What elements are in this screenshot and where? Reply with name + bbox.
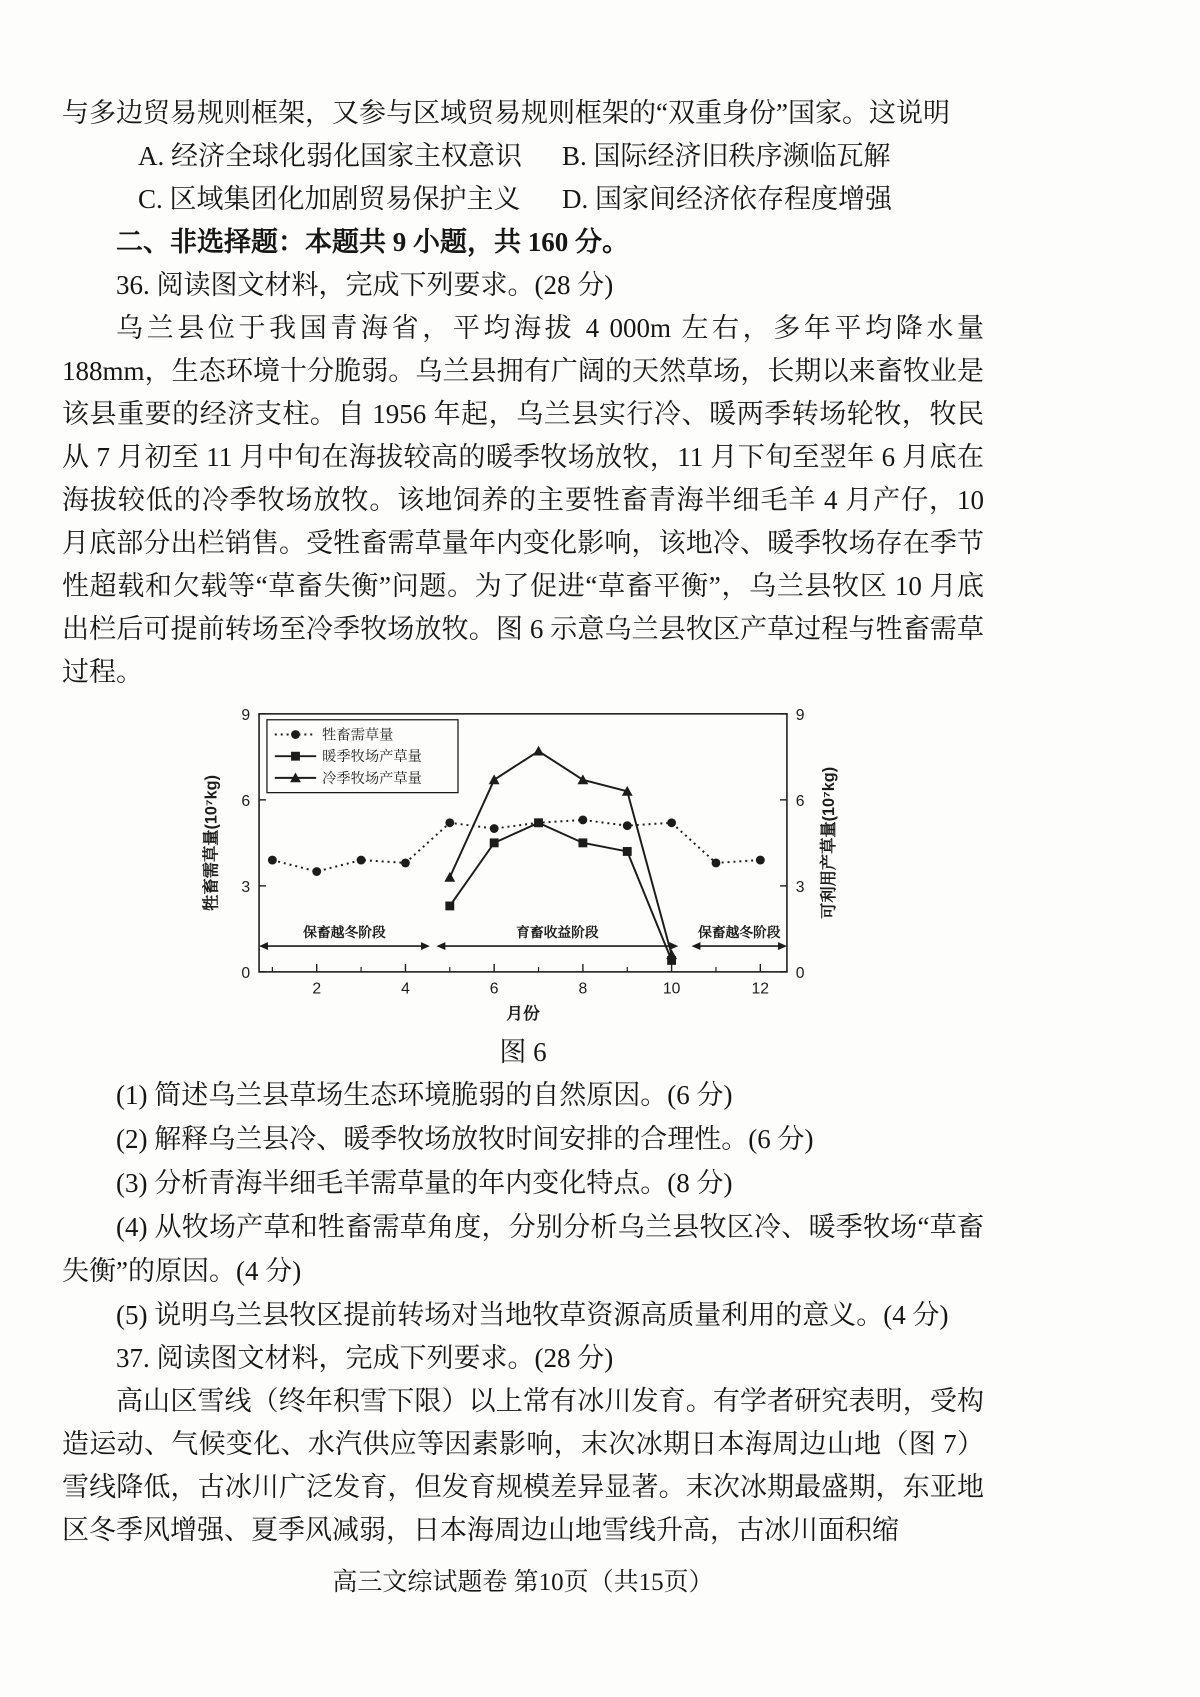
chart-axis-labels — [202, 767, 838, 1023]
subquestion-5: (5) 说明乌兰县牧区提前转场对当地牧草资源高质量利用的意义。(4 分) — [116, 1299, 949, 1330]
svg-text:保畜越冬阶段: 保畜越冬阶段 — [303, 925, 386, 941]
svg-text:9: 9 — [795, 706, 805, 724]
svg-text:冷季牧场产草量: 冷季牧场产草量 — [322, 770, 422, 787]
figure6-chart — [198, 704, 848, 1031]
question-36-passage: 乌兰县位于我国青海省，平均海拔 4 000m 左右，多年平均降水量 188mm，生态环境十分脆弱。乌兰县拥有广阔的天然草场，长期以来畜牧业是该县重要的经济支柱。自 1956 年起，乌兰县实行冷、暖两季转场轮牧，牧民从 7 月初至 11 月中旬在海拔较高的暖季牧场放牧，11 月下旬至翌年 6 月底在海拔较低的冷季牧场放牧。该地饲养的主要牲畜青海半细毛羊 4 月产仔，10 月底部分出栏销售。受牲畜需草量年内变化影响，该地冷、暖季牧场存在季节性超载和欠载等“草畜失衡”问题。为了促进“草畜平衡”，乌兰县牧区 10 月底出栏后可提前转场至冷季牧场放牧。图 6 示意乌兰县牧区产草过程与牲畜需草过程。 — [62, 313, 984, 687]
svg-text:月份: 月份 — [506, 1004, 540, 1024]
section-header: 二、非选择题：本题共 9 小题，共 160 分。 — [116, 227, 629, 257]
svg-text:0: 0 — [241, 964, 251, 982]
svg-text:0: 0 — [795, 964, 805, 982]
chart-legend — [267, 720, 458, 793]
option-a: A. 经济全球化弱化国家主权意识 — [138, 141, 522, 171]
svg-text:8: 8 — [578, 980, 588, 998]
option-b: B. 国际经济旧秩序濒临瓦解 — [562, 141, 891, 171]
svg-text:10: 10 — [662, 980, 681, 998]
question-36-title: 36. 阅读图文材料，完成下列要求。(28 分) — [116, 270, 614, 300]
svg-text:6: 6 — [795, 792, 805, 810]
svg-text:3: 3 — [795, 878, 805, 896]
svg-text:12: 12 — [751, 980, 770, 998]
subquestion-4: (4) 从牧场产草和牲畜需草角度，分别分析乌兰县牧区冷、暖季牧场“草畜失衡”的原因。(4 分) — [62, 1211, 984, 1286]
svg-text:牲畜需草量: 牲畜需草量 — [322, 727, 394, 744]
option-c: C. 区域集团化加剧贸易保护主义 — [138, 184, 521, 214]
subquestion-1: (1) 简述乌兰县草场生态环境脆弱的自然原因。(6 分) — [116, 1079, 733, 1110]
page-footer: 高三文综试题卷 第10页（共15页） — [332, 1568, 714, 1596]
svg-text:保畜越冬阶段: 保畜越冬阶段 — [697, 925, 781, 941]
question-37-passage: 高山区雪线（终年积雪下限）以上常有冰川发育。有学者研究表明，受构造运动、气候变化、水汽供应等因素影响，末次冰期日本海周边山地（图 7）雪线降低，古冰川广泛发育，但发育规模差异显著。末次冰期最盛期，东亚地区冬季风增强、夏季风减弱，日本海周边山地雪线升高，古冰川面积缩 — [62, 1385, 984, 1545]
svg-text:可利用产草量(10⁷kg): 可利用产草量(10⁷kg) — [820, 766, 839, 919]
svg-text:9: 9 — [241, 706, 251, 724]
subquestion-2: (2) 解释乌兰县冷、暖季牧场放牧时间安排的合理性。(6 分) — [116, 1123, 814, 1154]
svg-text:6: 6 — [241, 792, 251, 810]
figure6-caption: 图 6 — [499, 1036, 547, 1067]
options-row-cd — [62, 178, 984, 221]
chart-series-1 — [268, 815, 765, 875]
svg-text:3: 3 — [241, 878, 251, 896]
svg-text:6: 6 — [489, 980, 499, 998]
option-d: D. 国家间经济依存程度增强 — [562, 184, 892, 214]
options-row-ab — [62, 135, 984, 178]
subquestion-3: (3) 分析青海半细毛羊需草量的年内变化特点。(8 分) — [116, 1167, 733, 1198]
svg-text:牲畜需草量(10⁷kg): 牲畜需草量(10⁷kg) — [202, 775, 221, 911]
figure6 — [62, 704, 984, 1071]
question-stem-continuation: 与多边贸易规则框架，又参与区域贸易规则框架的“双重身份”国家。这说明 — [62, 98, 950, 128]
question-37-title: 37. 阅读图文材料，完成下列要求。(28 分) — [116, 1342, 614, 1373]
svg-text:育畜收益阶段: 育畜收益阶段 — [516, 925, 599, 941]
svg-text:暖季牧场产草量: 暖季牧场产草量 — [322, 749, 422, 766]
svg-text:2: 2 — [312, 980, 322, 998]
svg-text:4: 4 — [401, 980, 410, 998]
chart-stage-annotations — [259, 924, 787, 950]
